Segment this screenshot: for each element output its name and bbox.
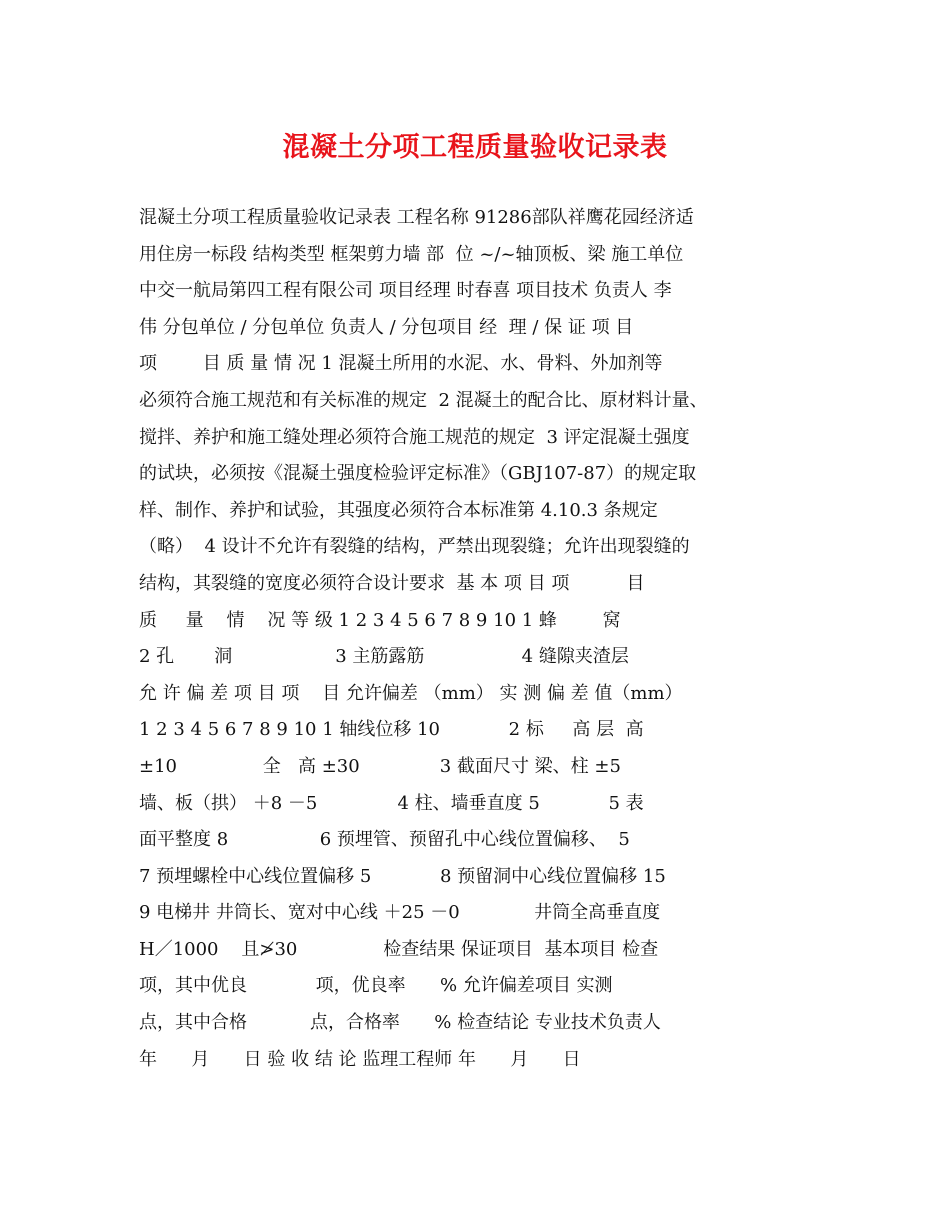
body-line-5: 项 目 质 量 情 况 1 混凝土所用的水泥、水、骨料、外加剂等 — [139, 353, 663, 375]
body-line-19: 7 预埋螺栓中心线位置偏移 5 8 预留洞中心线位置偏移 15 — [139, 865, 666, 887]
body-line-6: 必须符合施工规范和有关标准的规定 2 混凝土的配合比、原材料计量、 — [139, 389, 708, 411]
body-line-11: 结构，其裂缝的宽度必须符合设计要求 基 本 项 目 项 目 — [139, 572, 645, 594]
body-line-1: 混凝土分项工程质量验收记录表 工程名称 91286部队祥鹰花园经济适 — [139, 207, 694, 228]
body-line-15: 1 2 3 4 5 6 7 8 9 10 1 轴线位移 10 2 标 高 层 高 — [139, 719, 644, 741]
body-line-8: 的试块，必须按《混凝土强度检验评定标准》（GBJ107-87）的规定取 — [139, 463, 697, 485]
document-title: 混凝土分项工程质量验收记录表 — [282, 132, 668, 163]
body-line-21: H／1000 且≯30 检查结果 保证项目 基本项目 检查 — [139, 938, 659, 960]
body-line-23: 点，其中合格 点，合格率 % 检查结论 专业技术负责人 — [139, 1012, 661, 1034]
body-line-13: 2 孔 洞 3 主筋露筋 4 缝隙夹渣层 — [139, 646, 629, 668]
body-line-22: 项，其中优良 项，优良率 % 允许偏差项目 实测 — [139, 975, 613, 997]
body-line-12: 质 量 情 况 等 级 1 2 3 4 5 6 7 8 9 10 1 蜂 窝 — [139, 609, 621, 631]
body-line-17: 墙、板（拱） ＋8 －5 4 柱、墙垂直度 5 5 表 — [139, 792, 644, 814]
body-line-16: ±10 全 高 ±30 3 截面尺寸 梁、柱 ±5 — [139, 755, 621, 777]
body-line-10: （略） 4 设计不允许有裂缝的结构，严禁出现裂缝；允许出现裂缝的 — [139, 536, 690, 558]
body-line-3: 中交一航局第四工程有限公司 项目经理 时春喜 项目技术 负责人 李 — [139, 280, 672, 302]
body-line-20: 9 电梯井 井筒长、宽对中心线 ＋25 －0 井筒全高垂直度 — [139, 902, 661, 924]
document-body — [139, 200, 829, 1078]
body-line-18: 面平整度 8 6 预埋管、预留孔中心线位置偏移、 5 — [139, 829, 630, 851]
body-line-14: 允 许 偏 差 项 目 项 目 允许偏差 （mm） 实 测 偏 差 值（mm） — [139, 682, 683, 704]
body-line-24: 年 月 日 验 收 结 论 监理工程师 年 月 日 — [139, 1048, 581, 1070]
body-line-7: 搅拌、养护和施工缝处理必须符合施工规范的规定 3 评定混凝土强度 — [139, 426, 690, 448]
body-line-9: 样、制作、养护和试验，其强度必须符合本标准第 4.10.3 条规定 — [139, 499, 658, 521]
body-line-2: 用住房一标段 结构类型 框架剪力墙 部 位 ~/~轴顶板、梁 施工单位 — [139, 243, 684, 265]
body-line-4: 伟 分包单位 / 分包单位 负责人 / 分包项目 经 理 / 保 证 项 目 — [139, 316, 634, 338]
